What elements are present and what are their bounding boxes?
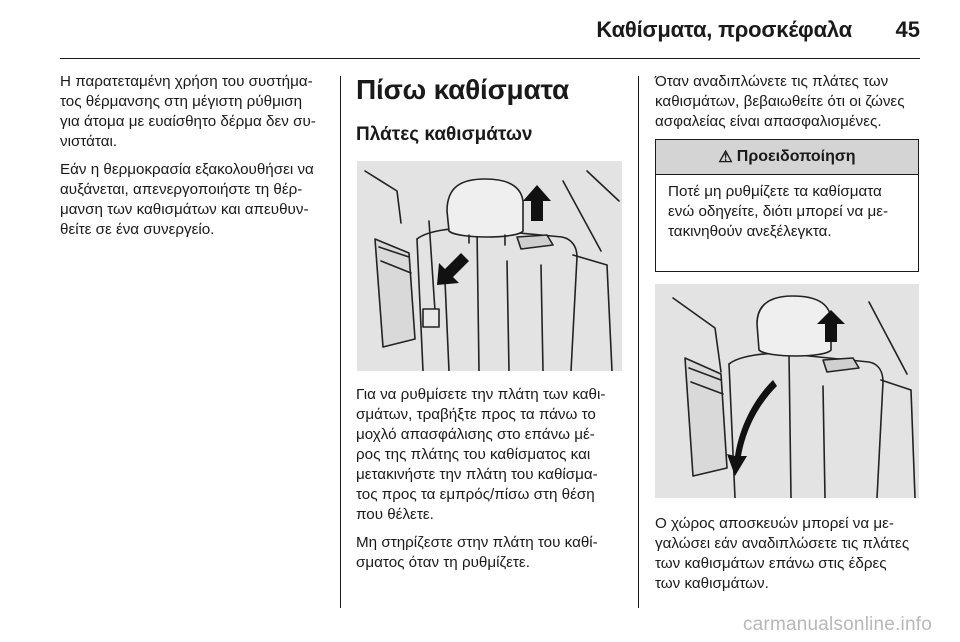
column-divider-right xyxy=(638,76,639,608)
page-number: 45 xyxy=(895,17,920,42)
paragraph-backrest-adjust: Για να ρυθμίσετε την πλάτη των καθι- σμάτων, τραβήξτε προς τα πάνω το μοχλό απασφάλισης στο επάνω μέ- ρος της πλάτης του καθίσματος και μετακινήστε την πλάτη του καθίσμα- τος προς τα εμπρός/πίσω στη θέση που θέλετε. xyxy=(356,386,606,523)
warning-box xyxy=(655,139,919,272)
page-header-title: Καθίσματα, προσκέφαλα xyxy=(596,17,852,42)
column-3 xyxy=(655,72,923,140)
section-title-rear-seats: Πίσω καθίσματα xyxy=(356,74,570,105)
figure-backrest-folding xyxy=(655,284,919,498)
column-3-body xyxy=(655,514,923,602)
subsection-title-seat-backrests: Πλάτες καθισμάτων xyxy=(356,124,533,145)
paragraph-backrest-caution: Μη στηρίζεστε στην πλάτη του καθί- σματος όταν τη ρυθμίζετε. xyxy=(356,534,598,571)
header-divider xyxy=(60,58,920,59)
seat-backrest-illustration xyxy=(357,161,622,371)
column-divider-left xyxy=(340,76,341,608)
paragraph-luggage-space: Ο χώρος αποσκευών μπορεί να με- γαλώσει εάν αναδιπλώσετε τις πλάτες των καθισμάτων επάνω στις έδρες των καθισμάτων. xyxy=(655,515,910,592)
column-1 xyxy=(60,72,328,248)
warning-triangle-icon: ⚠ xyxy=(718,149,733,166)
figure-backrest-adjustment xyxy=(357,161,622,371)
paragraph-heating-warning: Η παρατεταμένη χρήση του συστήμα- τος θέρμανσης στη μέγιστη ρύθμιση για άτομα με ευαίσθητο δέρμα δεν συ- νιστάται. xyxy=(60,73,316,150)
seat-folding-illustration xyxy=(655,284,919,498)
paragraph-heating-temperature: Εάν η θερμοκρασία εξακολουθήσει να αυξάνεται, απενεργοποιήστε τη θέρ- μανση των καθισμάτων και απευθυν- θείτε σε ένα συνεργείο. xyxy=(60,161,314,238)
warning-title: Προειδοποίηση xyxy=(736,148,856,165)
paragraph-folding-intro: Όταν αναδιπλώνετε τις πλάτες των καθισμάτων, βεβαιωθείτε ότι οι ζώνες ασφαλείας είναι απασφαλισμένες. xyxy=(655,73,905,130)
warning-header xyxy=(656,140,918,175)
column-2 xyxy=(356,74,624,148)
watermark: carmanualsonline.info xyxy=(742,614,932,635)
warning-body: Ποτέ μη ρυθμίζετε τα καθίσματα ενώ οδηγείτε, διότι μπορεί να με- τακινηθούν ανεξέλεγκτα. xyxy=(668,183,889,240)
column-2-body xyxy=(356,385,624,581)
